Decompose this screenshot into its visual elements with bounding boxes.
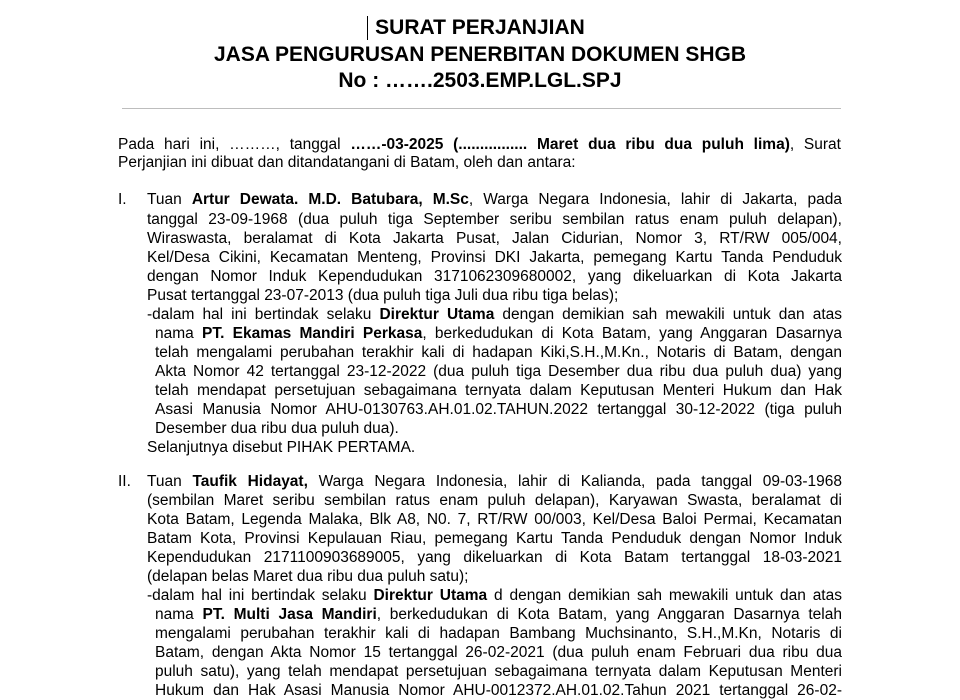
party-1-line: Desember dua ribu dua puluh dua). <box>155 420 399 437</box>
document-number: No : …….2503.EMP.LGL.SPJ <box>338 69 622 92</box>
party-2-line: (sembilan Maret seribu sembilan ratus enam puluh delapan), Karyawan Swasta, beralamat di <box>147 492 842 509</box>
party-1-line: Pusat tertanggal 23-07-2013 (dua puluh tiga Juli dua ribu tiga belas); <box>147 287 619 304</box>
party-2-line: (delapan belas Maret dua ribu dua puluh satu); <box>147 568 469 585</box>
party-1-line: nama PT. Ekamas Mandiri Perkasa, berkedudukan di Kota Batam, yang Anggaran Dasarnya <box>155 325 842 342</box>
party-2-line: nama PT. Multi Jasa Mandiri, berkedudukan di Kota Batam, yang Anggaran Dasarnya telah <box>155 606 842 623</box>
party-1-line: Wiraswasta, beralamat di Kota Jakarta Pusat, Jalan Cidurian, Nomor 3, RT/RW 005/004, <box>147 230 842 247</box>
intro-line-2: Perjanjian ini dibuat dan ditandatangani di Batam, oleh dan antara: <box>118 154 576 171</box>
party-1-line: Akta Nomor 42 tertanggal 23-12-2022 (dua puluh tiga Desember dua ribu dua puluh dua) yang <box>155 363 842 380</box>
title-divider <box>122 108 841 109</box>
intro-line-1: Pada hari ini, ………, tanggal ……-03-2025 (................ Maret dua ribu dua puluh lima), Surat <box>118 136 841 153</box>
title-line-1: SURAT PERJANJIAN <box>375 16 585 39</box>
party-1-number: I. <box>118 191 127 208</box>
party-1-line: -dalam hal ini bertindak selaku Direktur Utama dengan demikian sah mewakili untuk dan atas <box>147 306 843 323</box>
party-2-line: Batam, dengan Akta Nomor 15 tertanggal 26-02-2021 (dua puluh enam Februari dua ribu dua <box>155 644 842 661</box>
party-2-line: Kota Batam, Legenda Malaka, Blk A8, N0. 7, RT/RW 00/003, Kel/Desa Baloi Permai, Kecamatan <box>147 511 842 528</box>
party-2-line: -dalam hal ini bertindak selaku Direktur Utama d dengan demikian sah mewakili untuk dan atas <box>147 587 842 604</box>
party-2-number: II. <box>118 473 131 490</box>
party-1-line: tanggal 23-09-1968 (dua puluh tiga September seribu sembilan ratus enam puluh delapan), <box>147 211 842 228</box>
title-line-2: JASA PENGURUSAN PENERBITAN DOKUMEN SHGB <box>213 43 747 66</box>
party-2-line: Hukum dan Hak Asasi Manusia Nomor AHU-0012372.AH.01.02.Tahun 2021 tertanggal 26-02- <box>155 682 842 699</box>
party-2-line: mengalami perubahan terakhir kali di hadapan Bambang Muchsinanto, S.H.,M.Kn, Notaris di <box>155 625 842 642</box>
party-1-line: Tuan Artur Dewata. M.D. Batubara, M.Sc, Warga Negara Indonesia, lahir di Jakarta, pada <box>147 191 842 208</box>
party-1-line: telah mendapat persetujuan sebagaimana ternyata dalam Keputusan Menteri Hukum dan Hak <box>155 382 842 399</box>
party-1-line: Asasi Manusia Nomor AHU-0130763.AH.01.02.TAHUN.2022 tertanggal 30-12-2022 (tiga puluh <box>155 401 842 418</box>
party-2-line: Batam Kota, Provinsi Kepulauan Riau, pemegang Kartu Tanda Penduduk dengan Nomor Induk <box>147 530 842 547</box>
party-2-line: Tuan Taufik Hidayat, Warga Negara Indonesia, lahir di Kalianda, pada tanggal 09-03-1968 <box>147 473 842 490</box>
party-1-line: telah mengalami perubahan terakhir kali di hadapan Kiki,S.H.,M.Kn., Notaris di Batam, dengan <box>155 344 842 361</box>
party-2-line: Kependudukan 2171100903689005, yang dikeluarkan di Kota Batam tertanggal 18-03-2021 <box>147 549 842 566</box>
party-1-line: Kel/Desa Cikini, Kecamatan Menteng, Provinsi DKI Jakarta, pemegang Kartu Tanda Penduduk <box>147 249 842 266</box>
party-1-line: dengan Nomor Induk Kependudukan 3171062309680002, yang dikeluarkan di Kota Jakarta <box>147 268 842 285</box>
party-2-line: puluh satu), yang telah mendapat persetujuan sebagaimana ternyata dalam Keputusan Menteri <box>155 663 842 680</box>
party-1-designation: Selanjutnya disebut PIHAK PERTAMA. <box>147 439 416 456</box>
